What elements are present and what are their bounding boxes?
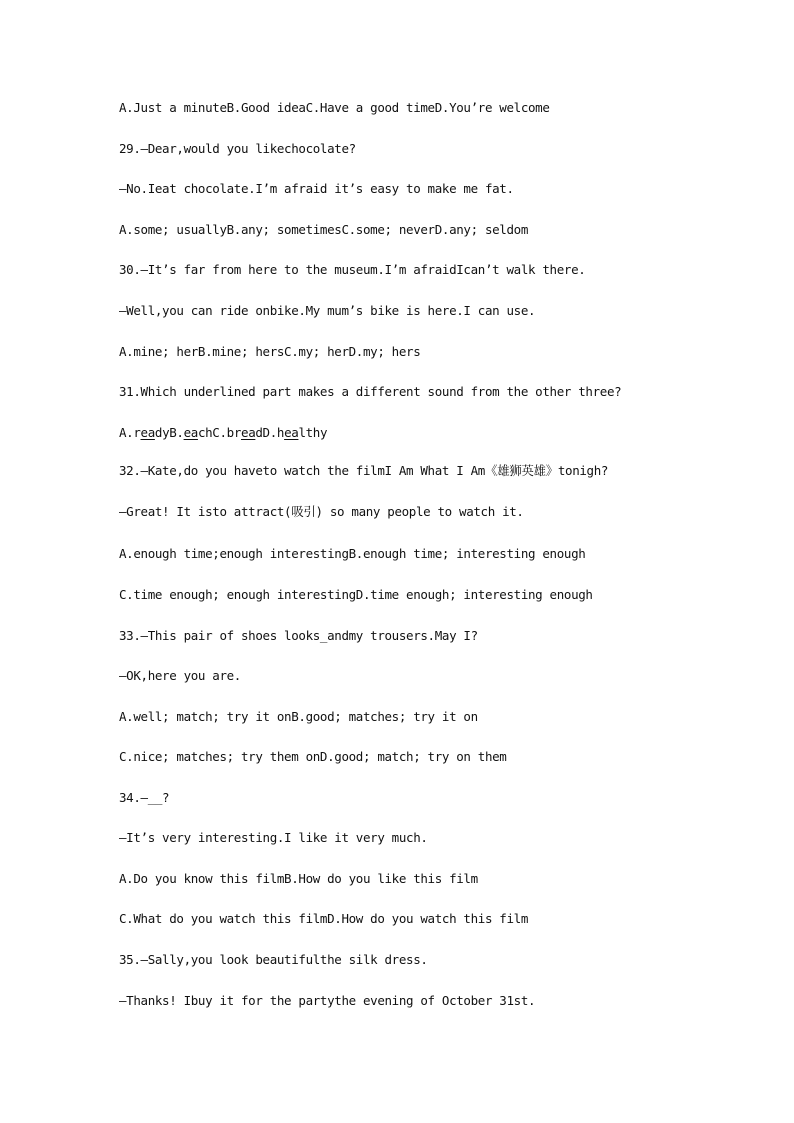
q33-options-ab: A.well; match; try it onB.good; matches; try it on [119, 709, 478, 724]
q30-prompt: 30.—It’s far from here to the museum.I’m afraidIcan’t walk there. [119, 262, 586, 277]
q34-prompt: 34.—__? [119, 790, 170, 805]
text-fragment: A.r [119, 425, 141, 440]
q29-options: A.some; usuallyB.any; sometimesC.some; neverD.any; seldom [119, 222, 529, 237]
q31-prompt: 31.Which underlined part makes a different sound from the other three? [119, 384, 622, 399]
q34-reply: —It’s very interesting.I like it very much. [119, 830, 428, 845]
text-fragment: lthy [298, 425, 328, 440]
q30-reply: —Well,you can ride onbike.My mum’s bike is here.I can use. [119, 303, 536, 318]
q32-prompt: 32.—Kate,do you haveto watch the filmI Am What I Am《雄狮英雄》tonigh? [119, 463, 609, 478]
q28-options: A.Just a minuteB.Good ideaC.Have a good timeD.You’re welcome [119, 100, 550, 115]
q33-reply: —OK,here you are. [119, 668, 241, 683]
q35-prompt: 35.—Sally,you look beautifulthe silk dress. [119, 952, 428, 967]
underlined-letters: ea [241, 425, 256, 440]
q32-options-cd: C.time enough; enough interestingD.time enough; interesting enough [119, 587, 593, 602]
underlined-letters: ea [183, 425, 198, 440]
q31-options [119, 425, 327, 441]
underlined-letters: ea [284, 425, 299, 440]
q34-options-ab: A.Do you know this filmB.How do you like this film [119, 871, 478, 886]
q29-prompt: 29.—Dear,would you likechocolate? [119, 141, 356, 156]
q32-reply: —Great! It isto attract(吸引) so many people to watch it. [119, 504, 524, 519]
text-fragment: dyB. [154, 425, 184, 440]
q34-options-cd: C.What do you watch this filmD.How do you watch this film [119, 911, 529, 926]
q30-options: A.mine; herB.mine; hersC.my; herD.my; hers [119, 344, 421, 359]
text-fragment: dD.h [255, 425, 285, 440]
underlined-letters: ea [140, 425, 155, 440]
q33-options-cd: C.nice; matches; try them onD.good; match; try on them [119, 749, 507, 764]
q29-reply: —No.Ieat chocolate.I’m afraid it’s easy to make me fat. [119, 181, 514, 196]
text-fragment: chC.br [197, 425, 242, 440]
q33-prompt: 33.—This pair of shoes looks_andmy trousers.May I? [119, 628, 478, 643]
q35-reply: —Thanks! Ibuy it for the partythe evening of October 31st. [119, 993, 536, 1008]
q32-options-ab: A.enough time;enough interestingB.enough time; interesting enough [119, 546, 586, 561]
